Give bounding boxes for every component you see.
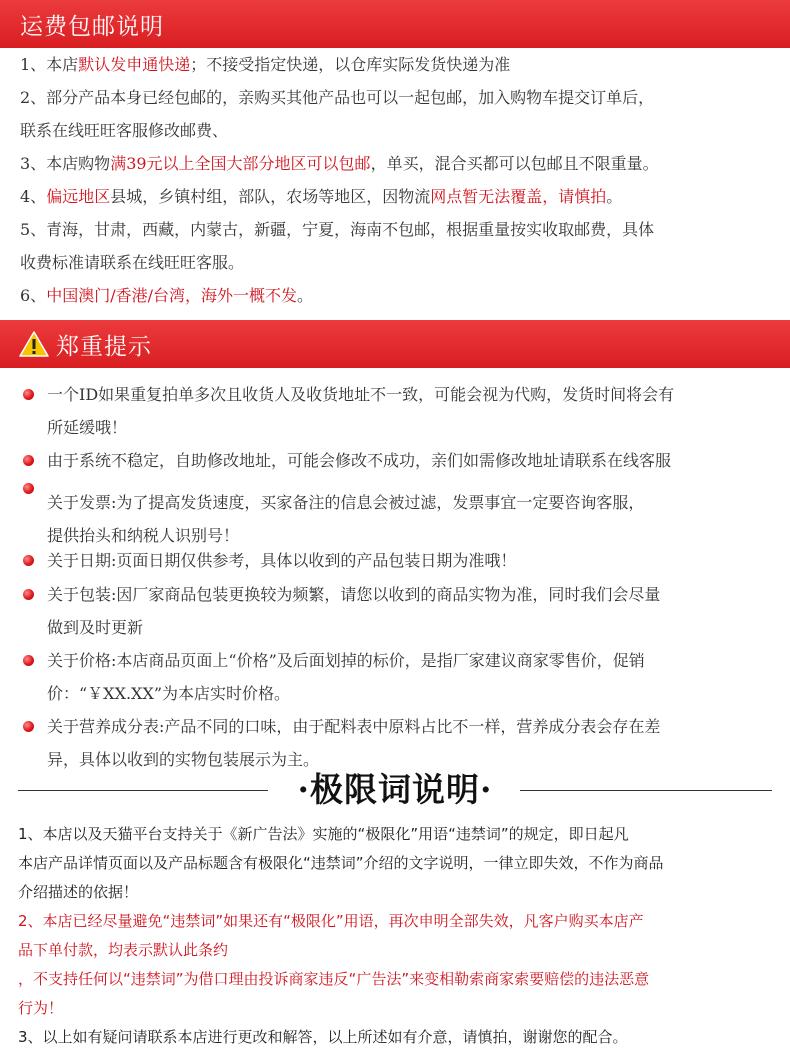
line-text: 。 bbox=[296, 286, 313, 305]
notice-line: 做到及时更新 bbox=[47, 618, 144, 637]
shipping-line bbox=[20, 279, 785, 312]
line-text: 1、本店 bbox=[20, 55, 79, 74]
line-text: ，单买，混合买都可以包邮且不限重量。 bbox=[370, 154, 659, 173]
line-text: 4、 bbox=[20, 187, 47, 206]
shipping-banner bbox=[0, 0, 790, 48]
bullet-dot-icon bbox=[23, 655, 34, 666]
title-rule-left bbox=[18, 790, 268, 791]
limit-line: 品下单付款，均表示默认此条约 bbox=[18, 941, 229, 959]
notice-title: 郑重提示 bbox=[56, 333, 152, 360]
bullet-dot-icon bbox=[23, 389, 34, 400]
limit-line: 3、以上如有疑问请联系本店进行更改和解答，以上所述如有介意，请慎拍，谢谢您的配合。 bbox=[18, 1028, 628, 1046]
line-text: ；不接受指定快递，以仓库实际发货快递为准 bbox=[190, 55, 511, 74]
line-text: 收费标准请联系在线旺旺客服。 bbox=[20, 253, 245, 272]
notice-line: 由于系统不稳定，自助修改地址，可能会修改不成功，亲们如需修改地址请联系在线客服 bbox=[47, 451, 672, 470]
notice-line: 提供抬头和纳税人识别号！ bbox=[47, 526, 240, 545]
shipping-policy bbox=[20, 48, 785, 312]
limit-line: 本店产品详情页面以及产品标题含有极限化“违禁词”介绍的文字说明，一律立即失效，不作为商品 bbox=[18, 854, 664, 872]
notice-line: 异，具体以收到的实物包装展示为主。 bbox=[47, 750, 320, 769]
line-text: 。 bbox=[606, 187, 623, 206]
notice-line: 关于日期:页面日期仅供参考，具体以收到的产品包装日期为准哦！ bbox=[47, 551, 517, 570]
limit-line: 2、本店已经尽量避免“违禁词”如果还有“极限化”用语，再次申明全部失效，凡客户购买本店产 bbox=[18, 912, 644, 930]
notice-line: 关于价格:本店商品页面上“价格”及后面划掉的标价，是指厂家建议商家零售价，促销 bbox=[47, 651, 645, 670]
line-text: 3、本店购物 bbox=[20, 154, 111, 173]
shipping-line bbox=[20, 81, 785, 114]
line-text: 县城，乡镇村组，部队，农场等地区，因物流 bbox=[110, 187, 431, 206]
notice-line: 关于营养成分表:产品不同的口味，由于配料表中原料占比不一样，营养成分表会存在差 bbox=[47, 717, 661, 736]
notice-line: 关于发票:为了提高发货速度，买家备注的信息会被过滤，发票事宜一定要咨询客服， bbox=[47, 493, 645, 512]
limit-words-statement bbox=[18, 820, 783, 1052]
shipping-line bbox=[20, 48, 785, 81]
bullet-dot-icon bbox=[23, 555, 34, 566]
line-text: 6、 bbox=[20, 286, 47, 305]
limit-title-row bbox=[0, 765, 790, 815]
shipping-line bbox=[20, 213, 785, 246]
notice-line: 一个ID如果重复拍单多次且收货人及收货地址不一致，可能会视为代购，发货时间将会有 bbox=[47, 385, 675, 404]
notice-line: 所延缓哦！ bbox=[47, 418, 128, 437]
shipping-line bbox=[20, 180, 785, 213]
warning-icon bbox=[18, 330, 50, 358]
limit-title: ·极限词说明· bbox=[297, 770, 493, 809]
line-text: 2、部分产品本身已经包邮的，亲购买其他产品也可以一起包邮，加入购物车提交订单后， bbox=[20, 88, 655, 107]
bullet-dot-icon bbox=[23, 589, 34, 600]
limit-line: ，不支持任何以“违禁词”为借口理由投诉商家违反“广告法”来变相勒索商家索要赔偿的违法恶意 bbox=[18, 970, 650, 988]
line-text: 联系在线旺旺客服修改邮费、 bbox=[20, 121, 229, 140]
notice-text bbox=[47, 544, 782, 577]
highlight-text: 满39元以上全国大部分地区可以包邮 bbox=[110, 154, 371, 173]
title-rule-right bbox=[520, 790, 772, 791]
highlight-text: 网点暂无法覆盖，请慎拍 bbox=[430, 187, 607, 206]
bullet-dot-icon bbox=[23, 483, 34, 494]
notice-text bbox=[47, 486, 782, 552]
shipping-line bbox=[20, 147, 785, 180]
highlight-text: 中国澳门/香港/台湾，海外一概不发 bbox=[46, 286, 297, 305]
notice-text bbox=[47, 644, 782, 710]
notice-banner bbox=[0, 320, 790, 368]
notice-line: 关于包装:因厂家商品包装更换较为频繁，请您以收到的商品实物为准，同时我们会尽量 bbox=[47, 585, 661, 604]
bullet-dot-icon bbox=[23, 455, 34, 466]
shipping-line bbox=[20, 246, 785, 279]
limit-line: 1、本店以及天猫平台支持关于《新广告法》实施的“极限化”用语“违禁词”的规定，即日起凡 bbox=[18, 825, 629, 843]
notice-line: 价：“￥XX.XX”为本店实时价格。 bbox=[47, 684, 291, 703]
line-text: 5、青海，甘肃，西藏，内蒙古，新疆，宁夏，海南不包邮，根据重量按实收取邮费，具体 bbox=[20, 220, 655, 239]
bullet-dot-icon bbox=[23, 721, 34, 732]
highlight-text: 偏远地区 bbox=[46, 187, 111, 206]
notice-text bbox=[47, 578, 782, 644]
limit-line: 行为！ bbox=[18, 999, 64, 1017]
notice-text bbox=[47, 444, 782, 477]
highlight-text: 默认发申通快递 bbox=[78, 55, 191, 74]
limit-line: 介绍描述的依据！ bbox=[18, 883, 139, 901]
shipping-line bbox=[20, 114, 785, 147]
shipping-title: 运费包邮说明 bbox=[20, 13, 164, 40]
notice-text bbox=[47, 378, 782, 444]
